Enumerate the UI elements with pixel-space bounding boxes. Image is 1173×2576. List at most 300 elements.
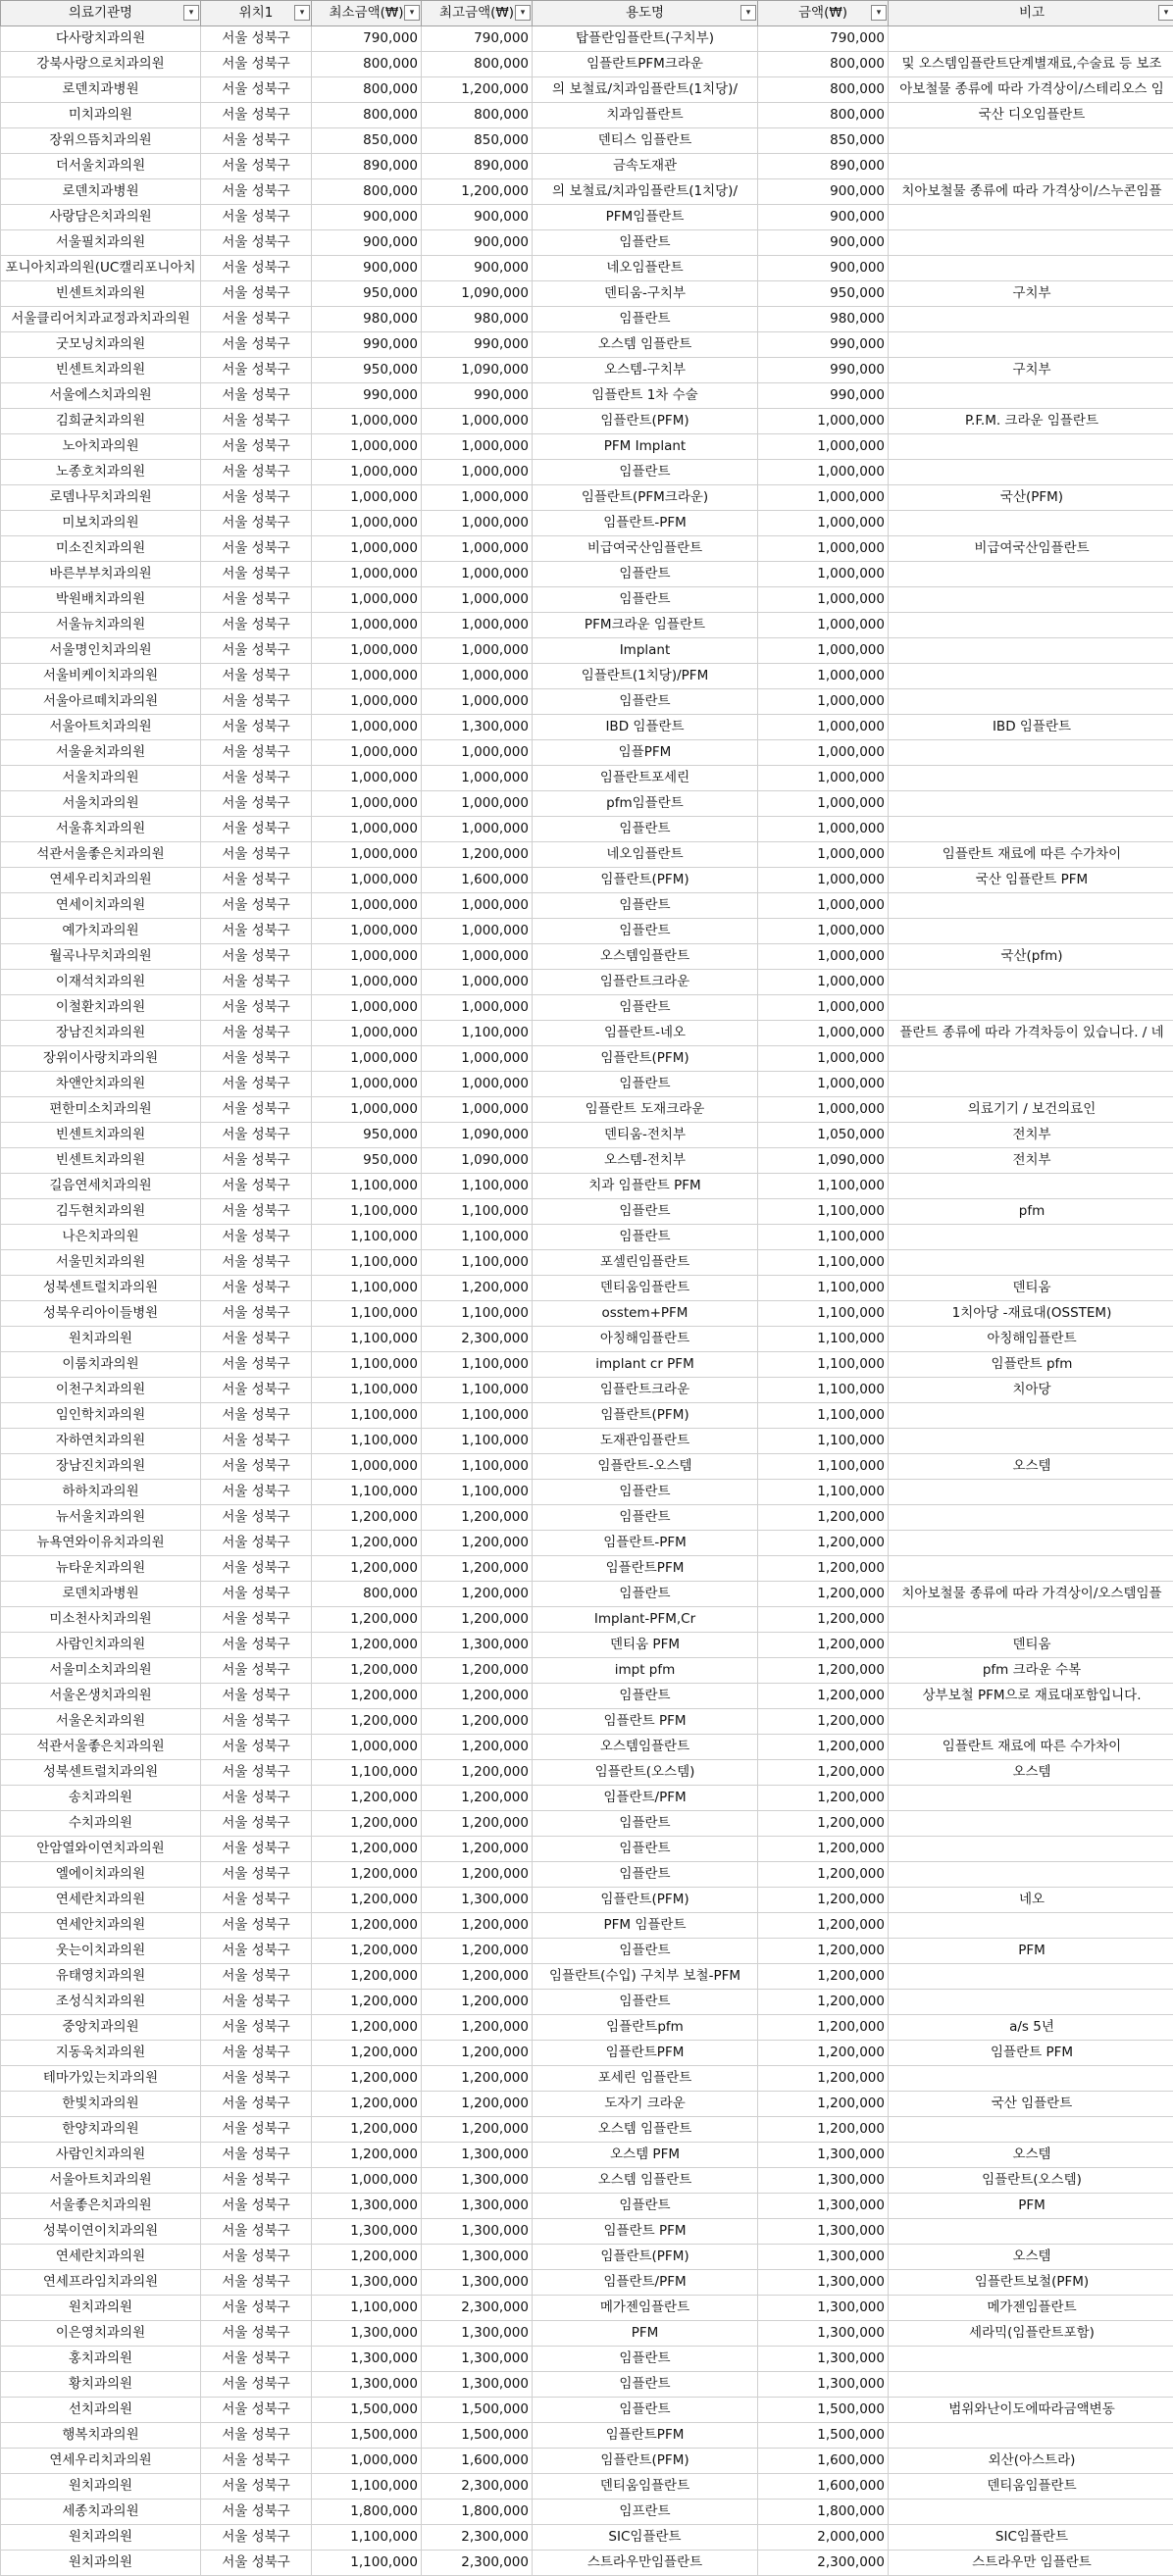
col-amount-cell[interactable]: 1,200,000 <box>758 1913 889 1939</box>
col-amount-cell[interactable]: 800,000 <box>758 77 889 103</box>
col-amount-cell[interactable]: 1,200,000 <box>758 2117 889 2143</box>
col-amount-cell[interactable]: 1,000,000 <box>758 970 889 995</box>
col-amount-cell[interactable]: 1,200,000 <box>758 2041 889 2066</box>
col-min-amount-cell[interactable]: 1,000,000 <box>312 409 422 434</box>
col-amount-cell[interactable]: 1,100,000 <box>758 1454 889 1480</box>
col-remarks-cell[interactable] <box>889 434 1173 460</box>
col-institution-name-cell[interactable]: 빈센트치과의원 <box>1 1123 201 1148</box>
col-remarks-cell[interactable]: pfm 크라운 수복 <box>889 1658 1173 1684</box>
col-remarks-cell[interactable] <box>889 2347 1173 2372</box>
col-usage-name-cell[interactable]: 임플란트(PFM) <box>533 409 758 434</box>
col-max-amount-cell[interactable]: 800,000 <box>422 103 533 128</box>
col-institution-name-cell[interactable]: 노아치과의원 <box>1 434 201 460</box>
col-max-amount-cell[interactable]: 1,100,000 <box>422 1378 533 1403</box>
col-max-amount-cell[interactable]: 1,000,000 <box>422 536 533 562</box>
col-usage-name-cell[interactable]: 임플PFM <box>533 740 758 766</box>
col-institution-name-cell[interactable]: 연세안치과의원 <box>1 1913 201 1939</box>
col-min-amount-cell[interactable]: 1,000,000 <box>312 893 422 919</box>
col-max-amount-cell[interactable]: 1,200,000 <box>422 1811 533 1837</box>
col-usage-name-cell[interactable]: Implant <box>533 638 758 664</box>
col-remarks-cell[interactable]: 국산 디오임플란트 <box>889 103 1173 128</box>
col-max-amount-cell[interactable]: 1,100,000 <box>422 1352 533 1378</box>
col-min-amount-cell[interactable]: 1,200,000 <box>312 1658 422 1684</box>
col-institution-name-cell[interactable]: 뉴타운치과의원 <box>1 1556 201 1582</box>
col-remarks-cell[interactable] <box>889 256 1173 281</box>
col-institution-name-cell[interactable]: 이재석치과의원 <box>1 970 201 995</box>
col-amount-cell[interactable]: 1,100,000 <box>758 1403 889 1429</box>
col-amount-cell[interactable]: 1,300,000 <box>758 2194 889 2219</box>
col-location-cell[interactable]: 서울 성북구 <box>201 1225 312 1250</box>
col-amount-cell[interactable]: 1,200,000 <box>758 1556 889 1582</box>
col-institution-name-cell[interactable]: 이천구치과의원 <box>1 1378 201 1403</box>
col-min-amount-cell[interactable]: 900,000 <box>312 205 422 230</box>
col-location-cell[interactable]: 서울 성북구 <box>201 2041 312 2066</box>
col-remarks-cell[interactable] <box>889 1786 1173 1811</box>
col-location-cell[interactable]: 서울 성북구 <box>201 2092 312 2117</box>
col-min-amount-cell[interactable]: 1,300,000 <box>312 2270 422 2296</box>
col-amount-cell[interactable]: 1,200,000 <box>758 1990 889 2015</box>
col-min-amount-cell[interactable]: 980,000 <box>312 307 422 332</box>
col-institution-name-cell[interactable]: 엘에이치과의원 <box>1 1862 201 1888</box>
col-min-amount-cell[interactable]: 1,500,000 <box>312 2423 422 2449</box>
col-usage-name-cell[interactable]: 임플란트포세린 <box>533 766 758 791</box>
col-institution-name-cell[interactable]: 황치과의원 <box>1 2372 201 2398</box>
col-max-amount-cell[interactable]: 1,000,000 <box>422 485 533 511</box>
col-max-amount-cell[interactable]: 2,300,000 <box>422 1327 533 1352</box>
col-min-amount-cell[interactable]: 900,000 <box>312 230 422 256</box>
col-min-amount-cell[interactable]: 1,200,000 <box>312 1607 422 1633</box>
col-max-amount-cell[interactable]: 1,200,000 <box>422 2117 533 2143</box>
col-usage-name-cell[interactable]: 임플란트 <box>533 1480 758 1505</box>
col-institution-name-cell[interactable]: 원치과의원 <box>1 2296 201 2321</box>
col-usage-name-cell[interactable]: 임플란트(PFM크라운) <box>533 485 758 511</box>
col-usage-name-cell[interactable]: 덴티움-구치부 <box>533 281 758 307</box>
col-remarks-cell[interactable]: 플란트 종류에 따라 가격차등이 있습니다. / 네 <box>889 1021 1173 1046</box>
col-institution-name-cell[interactable]: 선치과의원 <box>1 2398 201 2423</box>
col-min-amount-cell[interactable]: 1,100,000 <box>312 1225 422 1250</box>
col-location-cell[interactable]: 서울 성북구 <box>201 2398 312 2423</box>
col-amount-cell[interactable]: 1,000,000 <box>758 562 889 587</box>
col-usage-name-cell[interactable]: 임플란트-PFM <box>533 1531 758 1556</box>
col-remarks-cell[interactable] <box>889 1403 1173 1429</box>
col-remarks-cell[interactable]: 상부보철 PFM으로 재료대포함입니다. <box>889 1684 1173 1709</box>
col-institution-name-cell[interactable]: 세종치과의원 <box>1 2500 201 2525</box>
col-min-amount-cell[interactable]: 1,100,000 <box>312 1378 422 1403</box>
col-amount-cell[interactable]: 1,500,000 <box>758 2423 889 2449</box>
col-location-cell[interactable]: 서울 성북구 <box>201 179 312 205</box>
col-max-amount-cell[interactable]: 1,000,000 <box>422 562 533 587</box>
col-location-cell[interactable]: 서울 성북구 <box>201 893 312 919</box>
col-max-amount-cell[interactable]: 1,090,000 <box>422 358 533 383</box>
col-location-cell[interactable]: 서울 성북구 <box>201 1046 312 1072</box>
col-remarks-cell[interactable]: SIC임플란트 <box>889 2525 1173 2551</box>
col-max-amount-cell[interactable]: 1,200,000 <box>422 2092 533 2117</box>
col-amount-cell[interactable]: 1,000,000 <box>758 587 889 613</box>
col-institution-name-cell[interactable]: 로뎀나무치과의원 <box>1 485 201 511</box>
col-remarks-cell[interactable]: 덴티움 <box>889 1633 1173 1658</box>
col-location-cell[interactable]: 서울 성북구 <box>201 434 312 460</box>
col-min-amount-cell[interactable]: 1,000,000 <box>312 664 422 689</box>
col-amount-cell[interactable]: 1,090,000 <box>758 1148 889 1174</box>
col-max-amount-cell[interactable]: 1,100,000 <box>422 1301 533 1327</box>
col-usage-name-cell[interactable]: 임플란트 도재크라운 <box>533 1097 758 1123</box>
col-institution-name-cell[interactable]: 서울미소치과의원 <box>1 1658 201 1684</box>
col-location-cell[interactable]: 서울 성북구 <box>201 1556 312 1582</box>
col-usage-name-cell[interactable]: 임플란트 <box>533 919 758 944</box>
col-usage-name-cell[interactable]: 임플란트pfm <box>533 2015 758 2041</box>
col-location-cell[interactable]: 서울 성북구 <box>201 409 312 434</box>
col-location-cell[interactable]: 서울 성북구 <box>201 1021 312 1046</box>
col-location-cell[interactable]: 서울 성북구 <box>201 638 312 664</box>
col-min-amount-cell[interactable]: 1,000,000 <box>312 1072 422 1097</box>
col-max-amount-cell[interactable]: 1,090,000 <box>422 1148 533 1174</box>
col-usage-name-cell[interactable]: 임플란트크라운 <box>533 970 758 995</box>
col-remarks-cell[interactable]: pfm <box>889 1199 1173 1225</box>
col-max-amount-cell[interactable]: 1,100,000 <box>422 1250 533 1276</box>
col-location-cell[interactable]: 서울 성북구 <box>201 281 312 307</box>
col-institution-name-cell[interactable]: 서울휴치과의원 <box>1 817 201 842</box>
col-institution-name-cell[interactable]: 서울윤치과의원 <box>1 740 201 766</box>
col-amount-cell[interactable]: 1,100,000 <box>758 1352 889 1378</box>
col-location-cell[interactable]: 서울 성북구 <box>201 536 312 562</box>
col-amount-cell[interactable]: 1,300,000 <box>758 2245 889 2270</box>
col-max-amount-cell[interactable]: 1,300,000 <box>422 2245 533 2270</box>
col-remarks-cell[interactable]: 임플란트(오스템) <box>889 2168 1173 2194</box>
col-remarks-cell[interactable] <box>889 2372 1173 2398</box>
col-remarks-cell[interactable]: 오스템 <box>889 1454 1173 1480</box>
col-usage-name-cell[interactable]: SIC임플란트 <box>533 2525 758 2551</box>
col-max-amount-cell[interactable]: 1,000,000 <box>422 409 533 434</box>
col-max-amount-cell[interactable]: 1,090,000 <box>422 1123 533 1148</box>
col-amount-cell[interactable]: 900,000 <box>758 205 889 230</box>
col-location-cell[interactable]: 서울 성북구 <box>201 2270 312 2296</box>
col-amount-cell[interactable]: 1,200,000 <box>758 1607 889 1633</box>
col-institution-name-cell[interactable]: 유태영치과의원 <box>1 1964 201 1990</box>
col-remarks-cell[interactable] <box>889 383 1173 409</box>
col-max-amount-cell[interactable]: 1,000,000 <box>422 791 533 817</box>
col-location-cell[interactable]: 서울 성북구 <box>201 2066 312 2092</box>
col-amount-cell[interactable]: 890,000 <box>758 154 889 179</box>
col-max-amount-cell[interactable]: 1,600,000 <box>422 868 533 893</box>
col-min-amount-cell[interactable]: 1,100,000 <box>312 2551 422 2576</box>
col-location-cell[interactable]: 서울 성북구 <box>201 307 312 332</box>
col-remarks-cell[interactable]: PFM <box>889 2194 1173 2219</box>
col-min-amount-cell[interactable]: 1,000,000 <box>312 460 422 485</box>
col-remarks-cell[interactable]: 임플란트보철(PFM) <box>889 2270 1173 2296</box>
col-location-cell[interactable]: 서울 성북구 <box>201 970 312 995</box>
col-remarks-cell[interactable] <box>889 307 1173 332</box>
col-amount-cell[interactable]: 1,300,000 <box>758 2372 889 2398</box>
col-usage-name-cell[interactable]: 임프란트 <box>533 2500 758 2525</box>
col-amount-cell[interactable]: 1,600,000 <box>758 2474 889 2500</box>
col-institution-name-cell[interactable]: 서울필치과의원 <box>1 230 201 256</box>
col-usage-name-cell[interactable]: 임플란트(오스템) <box>533 1760 758 1786</box>
col-usage-name-cell[interactable]: 임플란트 <box>533 1684 758 1709</box>
col-location-cell[interactable]: 서울 성북구 <box>201 2449 312 2474</box>
col-max-amount-cell[interactable]: 1,000,000 <box>422 817 533 842</box>
col-institution-name-cell[interactable]: 서울에스치과의원 <box>1 383 201 409</box>
col-institution-name-cell[interactable]: 장위으뜸치과의원 <box>1 128 201 154</box>
col-min-amount-cell[interactable]: 800,000 <box>312 52 422 77</box>
col-location-cell[interactable]: 서울 성북구 <box>201 77 312 103</box>
col-remarks-cell[interactable] <box>889 2423 1173 2449</box>
col-usage-name-cell[interactable]: 치과 임플란트 PFM <box>533 1174 758 1199</box>
col-location-cell[interactable]: 서울 성북구 <box>201 2117 312 2143</box>
col-usage-name-cell[interactable]: 임플란트 <box>533 2372 758 2398</box>
col-usage-name-cell[interactable]: 임플란트(PFM) <box>533 1888 758 1913</box>
col-min-amount-cell[interactable]: 1,200,000 <box>312 2245 422 2270</box>
col-institution-name-cell[interactable]: 연세란치과의원 <box>1 2245 201 2270</box>
col-usage-name-cell[interactable]: 임플란트(PFM) <box>533 1403 758 1429</box>
col-location-cell[interactable]: 서울 성북구 <box>201 1505 312 1531</box>
col-min-amount-cell[interactable]: 900,000 <box>312 256 422 281</box>
col-location-cell[interactable]: 서울 성북구 <box>201 1607 312 1633</box>
col-remarks-cell[interactable]: 덴티움임플란트 <box>889 2474 1173 2500</box>
col-amount-cell[interactable]: 2,000,000 <box>758 2525 889 2551</box>
col-location-cell[interactable]: 서울 성북구 <box>201 2143 312 2168</box>
col-max-amount-cell[interactable]: 1,200,000 <box>422 1276 533 1301</box>
col-location-cell[interactable]: 서울 성북구 <box>201 842 312 868</box>
col-amount-cell[interactable]: 1,200,000 <box>758 1862 889 1888</box>
col-institution-name-cell[interactable]: 행복치과의원 <box>1 2423 201 2449</box>
col-amount-cell[interactable]: 1,000,000 <box>758 919 889 944</box>
col-amount-cell[interactable]: 1,200,000 <box>758 1658 889 1684</box>
col-remarks-cell[interactable] <box>889 154 1173 179</box>
col-min-amount-cell[interactable]: 1,000,000 <box>312 587 422 613</box>
col-amount-cell[interactable]: 1,100,000 <box>758 1301 889 1327</box>
col-remarks-cell[interactable]: P.F.M. 크라운 임플란트 <box>889 409 1173 434</box>
col-remarks-cell[interactable]: 네오 <box>889 1888 1173 1913</box>
col-amount-cell[interactable]: 1,000,000 <box>758 1072 889 1097</box>
col-max-amount-cell[interactable]: 1,200,000 <box>422 1939 533 1964</box>
col-institution-name-cell[interactable]: 중앙치과의원 <box>1 2015 201 2041</box>
col-max-amount-cell[interactable]: 1,000,000 <box>422 919 533 944</box>
filter-dropdown-icon[interactable]: ▾ <box>404 5 420 21</box>
col-location-cell[interactable]: 서울 성북구 <box>201 1862 312 1888</box>
col-amount-cell[interactable]: 1,000,000 <box>758 868 889 893</box>
col-remarks-cell[interactable] <box>889 970 1173 995</box>
col-max-amount-cell[interactable]: 1,000,000 <box>422 1046 533 1072</box>
col-institution-name-cell[interactable]: 이은영치과의원 <box>1 2321 201 2347</box>
col-location-cell[interactable]: 서울 성북구 <box>201 1633 312 1658</box>
col-institution-name-cell[interactable]: 지동욱치과의원 <box>1 2041 201 2066</box>
col-usage-name-cell[interactable]: 오스템-구치부 <box>533 358 758 383</box>
col-min-amount-cell[interactable]: 950,000 <box>312 1148 422 1174</box>
col-location-cell[interactable]: 서울 성북구 <box>201 1148 312 1174</box>
col-usage-name-cell[interactable]: 임플란트-네오 <box>533 1021 758 1046</box>
col-usage-name-cell[interactable]: 임플란트PFM <box>533 2423 758 2449</box>
col-max-amount-cell[interactable]: 1,200,000 <box>422 1964 533 1990</box>
col-max-amount-cell[interactable]: 1,200,000 <box>422 77 533 103</box>
col-amount-cell[interactable]: 990,000 <box>758 383 889 409</box>
col-amount-cell[interactable]: 990,000 <box>758 332 889 358</box>
col-max-amount-cell[interactable]: 1,300,000 <box>422 715 533 740</box>
col-location-cell[interactable]: 서울 성북구 <box>201 562 312 587</box>
col-institution-name-cell[interactable]: 뉴서울치과의원 <box>1 1505 201 1531</box>
col-location-cell[interactable]: 서울 성북구 <box>201 1786 312 1811</box>
col-usage-name-cell[interactable]: PFM <box>533 2321 758 2347</box>
col-amount-cell[interactable]: 1,200,000 <box>758 1633 889 1658</box>
col-max-amount-cell[interactable]: 990,000 <box>422 383 533 409</box>
col-amount-cell[interactable]: 1,100,000 <box>758 1250 889 1276</box>
col-usage-name-cell[interactable]: 임플란트(PFM) <box>533 868 758 893</box>
col-location-cell[interactable]: 서울 성북구 <box>201 2245 312 2270</box>
col-institution-name-cell[interactable]: 더서울치과의원 <box>1 154 201 179</box>
col-location-cell[interactable]: 서울 성북구 <box>201 740 312 766</box>
col-remarks-cell[interactable]: 임플란트 재료에 따른 수가차이 <box>889 842 1173 868</box>
filter-dropdown-icon[interactable]: ▾ <box>515 5 531 21</box>
col-min-amount-cell[interactable]: 1,500,000 <box>312 2398 422 2423</box>
col-usage-name-cell[interactable]: Implant-PFM,Cr <box>533 1607 758 1633</box>
col-max-amount-cell[interactable]: 1,000,000 <box>422 664 533 689</box>
col-usage-name-cell[interactable]: 임플란트 <box>533 893 758 919</box>
col-institution-name-cell[interactable]: 서울온생치과의원 <box>1 1684 201 1709</box>
col-min-amount-cell[interactable]: 990,000 <box>312 332 422 358</box>
col-max-amount-cell[interactable]: 1,200,000 <box>422 1531 533 1556</box>
col-remarks-cell[interactable] <box>889 511 1173 536</box>
col-location-cell[interactable]: 서울 성북구 <box>201 128 312 154</box>
col-amount-cell[interactable]: 1,200,000 <box>758 1709 889 1735</box>
col-amount-cell[interactable]: 1,000,000 <box>758 536 889 562</box>
col-usage-name-cell[interactable]: 임플란트 <box>533 2398 758 2423</box>
col-location-cell[interactable]: 서울 성북구 <box>201 2321 312 2347</box>
col-max-amount-cell[interactable]: 1,300,000 <box>422 2347 533 2372</box>
col-min-amount-cell[interactable]: 1,000,000 <box>312 1021 422 1046</box>
col-min-amount-cell[interactable]: 1,100,000 <box>312 1403 422 1429</box>
col-min-amount-cell[interactable]: 1,200,000 <box>312 2041 422 2066</box>
col-remarks-cell[interactable] <box>889 587 1173 613</box>
col-max-amount-cell[interactable]: 1,000,000 <box>422 587 533 613</box>
col-usage-name-cell[interactable]: 임플란트 1차 수술 <box>533 383 758 409</box>
col-remarks-cell[interactable]: 범위와난이도에따라금액변동 <box>889 2398 1173 2423</box>
col-institution-name-cell[interactable]: 수치과의원 <box>1 1811 201 1837</box>
col-location-cell[interactable]: 서울 성북구 <box>201 2474 312 2500</box>
col-institution-name-cell[interactable]: 굿모닝치과의원 <box>1 332 201 358</box>
col-usage-name-cell[interactable]: 메가젠임플란트 <box>533 2296 758 2321</box>
col-institution-name-cell[interactable]: 다사랑치과의원 <box>1 26 201 52</box>
col-amount-cell[interactable]: 1,200,000 <box>758 1811 889 1837</box>
col-location-cell[interactable]: 서울 성북구 <box>201 613 312 638</box>
col-amount-cell[interactable]: 1,300,000 <box>758 2347 889 2372</box>
col-min-amount-cell[interactable]: 1,200,000 <box>312 1990 422 2015</box>
col-remarks-cell[interactable] <box>889 766 1173 791</box>
col-usage-name-cell[interactable]: 의 보철료/치과임플란트(1치당)/ <box>533 179 758 205</box>
col-min-amount-cell[interactable]: 1,000,000 <box>312 536 422 562</box>
col-max-amount-cell[interactable]: 1,200,000 <box>422 842 533 868</box>
col-min-amount-cell[interactable]: 990,000 <box>312 383 422 409</box>
col-min-amount-cell[interactable]: 1,300,000 <box>312 2219 422 2245</box>
col-usage-name-cell[interactable]: 임플란트 <box>533 307 758 332</box>
col-amount-cell[interactable]: 1,000,000 <box>758 638 889 664</box>
col-usage-name-cell[interactable]: 오스템 임플란트 <box>533 332 758 358</box>
col-usage-name-cell[interactable]: 임플란트 <box>533 1199 758 1225</box>
col-min-amount-cell[interactable]: 1,000,000 <box>312 715 422 740</box>
col-remarks-cell[interactable] <box>889 460 1173 485</box>
col-remarks-cell[interactable] <box>889 1964 1173 1990</box>
col-max-amount-cell[interactable]: 1,000,000 <box>422 434 533 460</box>
col-min-amount-cell[interactable]: 1,000,000 <box>312 995 422 1021</box>
col-max-amount-cell[interactable]: 1,000,000 <box>422 460 533 485</box>
col-remarks-cell[interactable] <box>889 128 1173 154</box>
col-remarks-cell[interactable] <box>889 205 1173 230</box>
col-min-amount-cell[interactable]: 800,000 <box>312 1582 422 1607</box>
col-usage-name-cell[interactable]: 임플란트PFM <box>533 1556 758 1582</box>
col-remarks-cell[interactable] <box>889 689 1173 715</box>
col-remarks-cell[interactable] <box>889 613 1173 638</box>
col-amount-cell[interactable]: 1,500,000 <box>758 2398 889 2423</box>
col-max-amount-cell[interactable]: 1,000,000 <box>422 1072 533 1097</box>
col-max-amount-cell[interactable]: 1,000,000 <box>422 944 533 970</box>
col-remarks-cell[interactable]: IBD 임플란트 <box>889 715 1173 740</box>
col-location-cell[interactable]: 서울 성북구 <box>201 2219 312 2245</box>
col-min-amount-cell[interactable]: 1,100,000 <box>312 1276 422 1301</box>
col-location-cell[interactable]: 서울 성북구 <box>201 1760 312 1786</box>
col-max-amount-cell[interactable]: 900,000 <box>422 205 533 230</box>
col-remarks-cell[interactable] <box>889 1225 1173 1250</box>
col-amount-cell[interactable]: 1,200,000 <box>758 1939 889 1964</box>
col-remarks-cell[interactable] <box>889 1480 1173 1505</box>
col-usage-name-cell[interactable]: 덴티스 임플란트 <box>533 128 758 154</box>
col-institution-name-cell[interactable]: 장남진치과의원 <box>1 1021 201 1046</box>
col-amount-cell[interactable]: 1,600,000 <box>758 2449 889 2474</box>
col-max-amount-cell[interactable]: 1,100,000 <box>422 1225 533 1250</box>
col-amount-cell[interactable]: 1,000,000 <box>758 511 889 536</box>
col-remarks-cell[interactable]: 임플란트 PFM <box>889 2041 1173 2066</box>
col-amount-cell[interactable]: 900,000 <box>758 179 889 205</box>
col-min-amount-cell[interactable]: 1,000,000 <box>312 689 422 715</box>
col-location-cell[interactable]: 서울 성북구 <box>201 1276 312 1301</box>
col-location-cell[interactable]: 서울 성북구 <box>201 1480 312 1505</box>
col-min-amount-cell[interactable]: 1,200,000 <box>312 1862 422 1888</box>
col-remarks-cell[interactable]: 구치부 <box>889 281 1173 307</box>
col-institution-name-cell[interactable]: 박원배치과의원 <box>1 587 201 613</box>
col-remarks-cell[interactable] <box>889 1913 1173 1939</box>
col-institution-name-cell[interactable]: 송치과의원 <box>1 1786 201 1811</box>
col-remarks-cell[interactable] <box>889 1250 1173 1276</box>
col-usage-name-cell[interactable]: pfm임플란트 <box>533 791 758 817</box>
col-max-amount-cell[interactable]: 2,300,000 <box>422 2525 533 2551</box>
col-remarks-cell[interactable]: 치아보철물 종류에 따라 가격상이/오스템임플 <box>889 1582 1173 1607</box>
col-location-cell[interactable]: 서울 성북구 <box>201 358 312 383</box>
col-institution-name-cell[interactable]: 서울비케이치과의원 <box>1 664 201 689</box>
col-remarks-cell[interactable]: 국산(PFM) <box>889 485 1173 511</box>
col-institution-name-cell[interactable]: 뉴욕연와이유치과의원 <box>1 1531 201 1556</box>
col-remarks-cell[interactable] <box>889 664 1173 689</box>
col-usage-name-cell[interactable]: 임플란트 <box>533 689 758 715</box>
col-min-amount-cell[interactable]: 1,000,000 <box>312 970 422 995</box>
col-institution-name-cell[interactable]: 서울온치과의원 <box>1 1709 201 1735</box>
col-location-cell[interactable]: 서울 성북구 <box>201 485 312 511</box>
col-usage-name-cell[interactable]: 네오임플란트 <box>533 256 758 281</box>
col-min-amount-cell[interactable]: 1,200,000 <box>312 1888 422 1913</box>
col-location-cell[interactable]: 서울 성북구 <box>201 1123 312 1148</box>
col-remarks-cell[interactable]: 국산 임플란트 <box>889 2092 1173 2117</box>
col-remarks-cell[interactable]: 국산(pfm) <box>889 944 1173 970</box>
col-location-cell[interactable]: 서울 성북구 <box>201 383 312 409</box>
col-min-amount-cell[interactable]: 800,000 <box>312 103 422 128</box>
col-amount-cell[interactable]: 1,200,000 <box>758 1837 889 1862</box>
col-remarks-cell[interactable]: 전치부 <box>889 1148 1173 1174</box>
col-usage-name-cell[interactable]: 탑플란임플란트(구치부) <box>533 26 758 52</box>
col-max-amount-cell[interactable]: 1,100,000 <box>422 1199 533 1225</box>
col-max-amount-cell[interactable]: 1,100,000 <box>422 1429 533 1454</box>
col-max-amount-cell[interactable]: 1,200,000 <box>422 1786 533 1811</box>
col-min-amount-cell[interactable]: 1,000,000 <box>312 791 422 817</box>
col-location-cell[interactable]: 서울 성북구 <box>201 715 312 740</box>
col-max-amount-cell[interactable]: 1,000,000 <box>422 970 533 995</box>
col-max-amount-cell[interactable]: 1,200,000 <box>422 1658 533 1684</box>
col-max-amount-cell[interactable]: 1,200,000 <box>422 179 533 205</box>
